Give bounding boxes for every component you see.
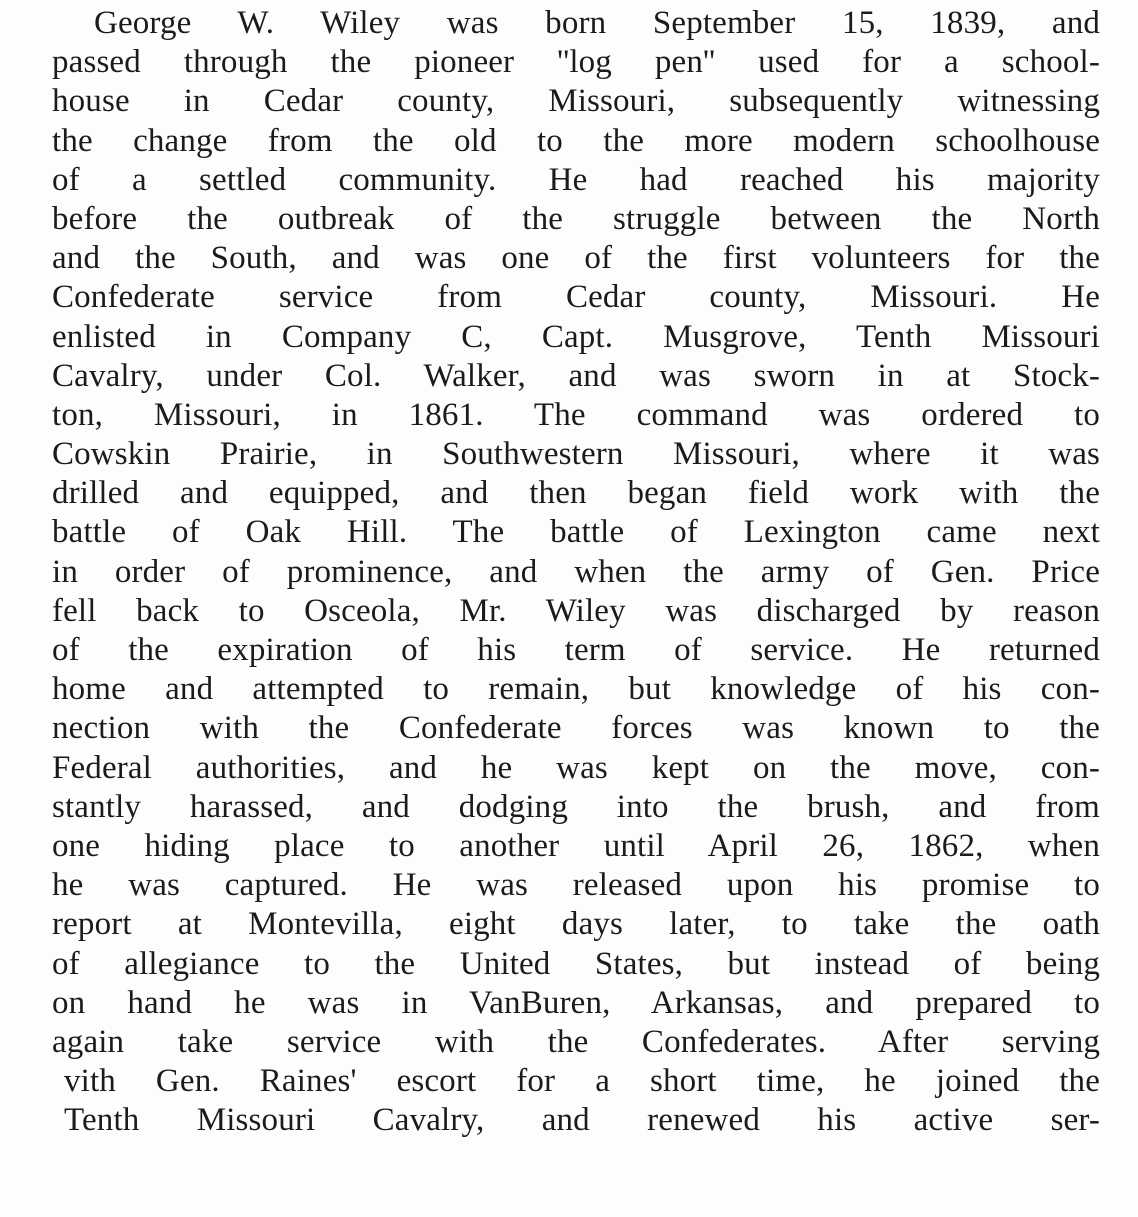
- text-line: before the outbreak of the struggle between the North: [52, 200, 1100, 237]
- text-line: in order of prominence, and when the army of Gen. Price: [52, 553, 1100, 590]
- text-line: ton, Missouri, in 1861. The command was ordered to: [52, 396, 1100, 433]
- text-line: George W. Wiley was born September 15, 1839, and: [94, 5, 1100, 41]
- text-line: Federal authorities, and he was kept on the move, con-: [52, 749, 1100, 786]
- text-line: one hiding place to another until April 26, 1862, when: [52, 827, 1100, 864]
- text-line: Cavalry, under Col. Walker, and was sworn in at Stock-: [52, 357, 1100, 394]
- text-line: on hand he was in VanBuren, Arkansas, and prepared to: [52, 984, 1100, 1021]
- text-line: the change from the old to the more modern schoolhouse: [52, 122, 1100, 159]
- text-line: home and attempted to remain, but knowledge of his con-: [52, 671, 1100, 708]
- text-line: passed through the pioneer ''log pen'' used for a school-: [52, 44, 1100, 81]
- text-line: he was captured. He was released upon his promise to: [52, 867, 1100, 904]
- text-line: fell back to Osceola, Mr. Wiley was discharged by reason: [52, 592, 1100, 629]
- text-line: vith Gen. Raines' escort for a short time, he joined the: [64, 1063, 1100, 1100]
- text-line: of allegiance to the United States, but instead of being: [52, 945, 1100, 982]
- body-text: [52, 4, 1100, 1140]
- text-line: of the expiration of his term of service. He returned: [52, 632, 1100, 668]
- text-line: of a settled community. He had reached his majority: [52, 161, 1100, 198]
- text-line: battle of Oak Hill. The battle of Lexington came next: [52, 514, 1100, 551]
- text-line: again take service with the Confederates. After serving: [52, 1023, 1100, 1060]
- text-line: nection with the Confederate forces was known to the: [52, 710, 1100, 747]
- text-line: stantly harassed, and dodging into the brush, and from: [52, 788, 1100, 825]
- text-line: drilled and equipped, and then began field work with the: [52, 475, 1100, 512]
- text-line: Confederate service from Cedar county, Missouri. He: [52, 279, 1100, 316]
- text-line: house in Cedar county, Missouri, subsequently witnessing: [52, 83, 1100, 120]
- text-line: Cowskin Prairie, in Southwestern Missouri, where it was: [52, 436, 1100, 473]
- text-line: Tenth Missouri Cavalry, and renewed his active ser-: [64, 1102, 1100, 1139]
- text-line: enlisted in Company C, Capt. Musgrove, Tenth Missouri: [52, 318, 1100, 355]
- text-line: and the South, and was one of the first volunteers for the: [52, 240, 1100, 277]
- text-line: report at Montevilla, eight days later, to take the oath: [52, 906, 1100, 943]
